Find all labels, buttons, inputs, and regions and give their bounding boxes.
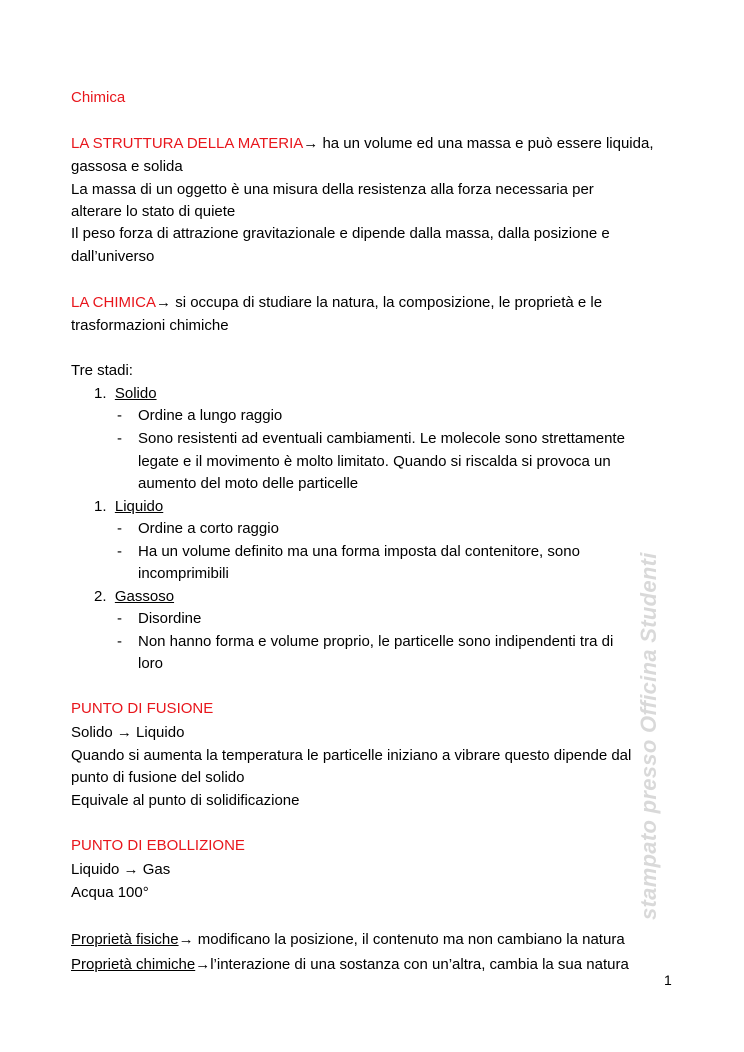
bullet-text: Non hanno forma e volume proprio, le particelle sono indipendenti tra di — [138, 633, 614, 650]
proprieta-fisiche-text: → modificano la posizione, il contenuto ma non cambiano la natura — [178, 931, 625, 948]
bullet-text: incomprimibili — [138, 565, 229, 582]
list-number: 1. — [94, 385, 107, 402]
list-label: Gassoso — [114, 588, 175, 605]
bullet-text: Ha un volume definito ma una forma imposta dal contenitore, sono — [138, 543, 580, 560]
materia-line-5: Il peso forza di attrazione gravitazionale e dipende dalla massa, dalla posizione e — [71, 225, 610, 242]
page-number: 1 — [664, 972, 672, 988]
materia-text: ha un volume ed una massa e può essere liquida, — [318, 135, 654, 152]
dash-bullet: - — [117, 520, 122, 537]
proprieta-fisiche — [71, 930, 625, 950]
arrow-icon: → — [156, 294, 172, 311]
fusione-line-3: punto di fusione del solido — [71, 769, 245, 786]
materia-line-1 — [71, 134, 654, 154]
stadi-intro: Tre stadi: — [71, 362, 133, 379]
list-label: Solido — [114, 385, 157, 402]
doc-title: Chimica — [71, 89, 126, 106]
ebollizione-line-2: Acqua 100° — [71, 884, 149, 901]
dash-bullet: - — [117, 633, 122, 650]
bullet-text: Sono resistenti ad eventuali cambiamenti. Le molecole sono strettamente — [138, 430, 625, 447]
materia-line-2: gassosa e solida — [71, 158, 183, 175]
chimica-heading: LA CHIMICA — [71, 294, 157, 311]
bullet-text: loro — [138, 655, 164, 672]
proprieta-fisiche-label: Proprietà fisiche — [71, 931, 179, 948]
list-number: 1. — [94, 498, 107, 515]
bullet-text: Ordine a corto raggio — [138, 520, 279, 537]
watermark: stampato presso Officina Studenti — [636, 552, 661, 920]
list-number: 2. — [94, 588, 107, 605]
proprieta-chimiche-label: Proprietà chimiche — [71, 956, 196, 973]
materia-heading: LA STRUTTURA DELLA MATERIA — [71, 135, 304, 152]
fusione-line-2: Quando si aumenta la temperatura le particelle iniziano a vibrare questo dipende dal — [71, 747, 632, 764]
ebollizione-heading: PUNTO DI EBOLLIZIONE — [71, 837, 245, 854]
bullet-text: Ordine a lungo raggio — [138, 407, 283, 424]
ebollizione-line-1: Liquido → Gas — [71, 861, 171, 878]
proprieta-chimiche — [71, 955, 629, 975]
list-label: Liquido — [114, 498, 164, 515]
list-item — [94, 384, 157, 404]
bullet-text: aumento del moto delle particelle — [138, 475, 359, 492]
dash-bullet: - — [117, 543, 122, 560]
arrow-icon: → — [303, 135, 319, 152]
list-item — [94, 497, 163, 517]
fusione-line-1: Solido → Liquido — [71, 724, 185, 741]
dash-bullet: - — [117, 430, 122, 447]
fusione-line-4: Equivale al punto di solidificazione — [71, 792, 300, 809]
materia-line-3: La massa di un oggetto è una misura della resistenza alla forza necessaria per — [71, 181, 594, 198]
bullet-text: Disordine — [138, 610, 202, 627]
materia-line-6: dall’universo — [71, 248, 155, 265]
chimica-line-1 — [71, 293, 602, 313]
materia-line-4: alterare lo stato di quiete — [71, 203, 236, 220]
chimica-line-2: trasformazioni chimiche — [71, 317, 229, 334]
fusione-heading: PUNTO DI FUSIONE — [71, 700, 214, 717]
dash-bullet: - — [117, 407, 122, 424]
proprieta-chimiche-text: →l’interazione di una sostanza con un’altra, cambia la sua natura — [195, 956, 629, 973]
chimica-text: si occupa di studiare la natura, la composizione, le proprietà e le — [171, 294, 603, 311]
bullet-text: legate e il movimento è molto limitato. Quando si riscalda si provoca un — [138, 453, 611, 470]
dash-bullet: - — [117, 610, 122, 627]
list-item — [94, 587, 174, 607]
